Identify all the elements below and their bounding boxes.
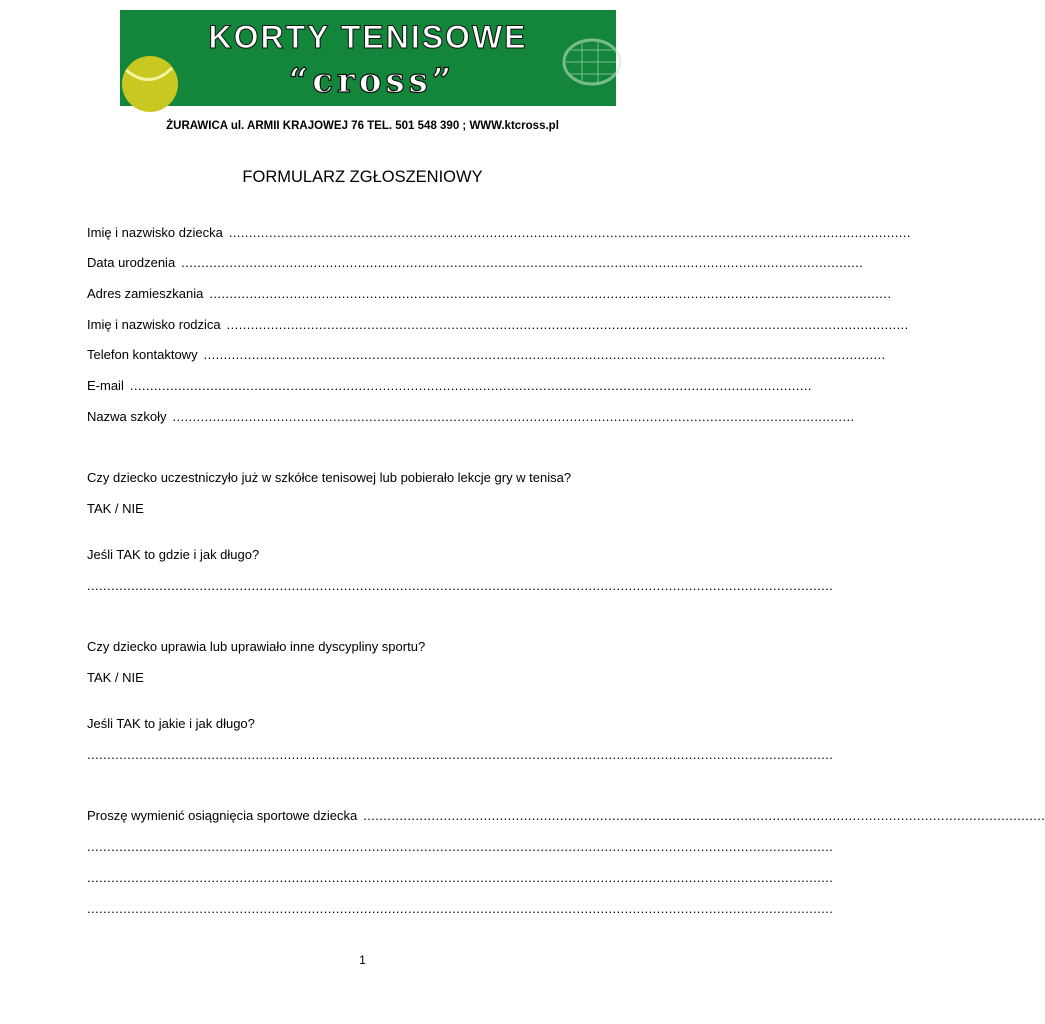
field-label: Adres zamieszkania xyxy=(87,286,204,301)
blank-line[interactable]: .......................................................................................................................................................................................... xyxy=(87,839,834,854)
question-other-sports: Czy dziecko uprawia lub uprawiało inne dyscypliny sportu? xyxy=(87,639,426,654)
form-title: FORMULARZ ZGŁOSZENIOWY xyxy=(242,168,483,186)
header-banner xyxy=(120,10,616,106)
banner-graphic xyxy=(120,10,616,106)
answer-other-sports[interactable]: TAK / NIE xyxy=(87,670,144,685)
page-number: 1 xyxy=(359,953,366,967)
blank-line[interactable]: .......................................................................................................................................................................................... xyxy=(87,747,834,762)
field-phone[interactable]: Telefon kontaktowy .......................................................................................................................................................................... xyxy=(87,347,886,362)
field-address[interactable]: Adres zamieszkania .......................................................................................................................................................................... xyxy=(87,286,892,301)
banner-subtitle: “cross” xyxy=(288,61,456,101)
field-label: Imię i nazwisko rodzica xyxy=(87,317,221,332)
blank-line[interactable]: .......................................................................................................................................................................................... xyxy=(87,870,834,885)
field-parent-name[interactable]: Imię i nazwisko rodzica .......................................................................................................................................................................... xyxy=(87,317,909,332)
field-label: Nazwa szkoły xyxy=(87,409,167,424)
field-child-name[interactable]: Imię i nazwisko dziecka .......................................................................................................................................................................... xyxy=(87,225,911,240)
contact-info: ŻURAWICA ul. ARMII KRAJOWEJ 76 TEL. 501 548 390 ; WWW.ktcross.pl xyxy=(166,120,559,132)
field-label: Imię i nazwisko dziecka xyxy=(87,225,223,240)
field-school[interactable]: Nazwa szkoły .......................................................................................................................................................................... xyxy=(87,409,855,424)
field-email[interactable]: E-mail .......................................................................................................................................................................... xyxy=(87,378,812,393)
blank-line[interactable]: .......................................................................................................................................................................................... xyxy=(87,578,834,593)
question-tennis-school: Czy dziecko uczestniczyło już w szkółce tenisowej lub pobierało lekcje gry w tenisa? xyxy=(87,470,572,485)
field-birth-date[interactable]: Data urodzenia .......................................................................................................................................................................... xyxy=(87,255,864,270)
field-label: E-mail xyxy=(87,378,124,393)
field-achievements[interactable]: Proszę wymienić osiągnięcia sportowe dziecka .......................................................................................................................................................................... xyxy=(87,808,1045,823)
field-label: Data urodzenia xyxy=(87,255,176,270)
tennis-ball-icon xyxy=(122,56,178,112)
field-label: Telefon kontaktowy xyxy=(87,347,198,362)
field-label: Proszę wymienić osiągnięcia sportowe dziecka xyxy=(87,808,358,823)
followup-other-sports: Jeśli TAK to jakie i jak długo? xyxy=(87,716,255,731)
answer-tennis-school[interactable]: TAK / NIE xyxy=(87,501,144,516)
banner-title: KORTY TENISOWE xyxy=(208,19,528,55)
followup-tennis-school: Jeśli TAK to gdzie i jak długo? xyxy=(87,547,260,562)
blank-line[interactable]: .......................................................................................................................................................................................... xyxy=(87,901,834,916)
